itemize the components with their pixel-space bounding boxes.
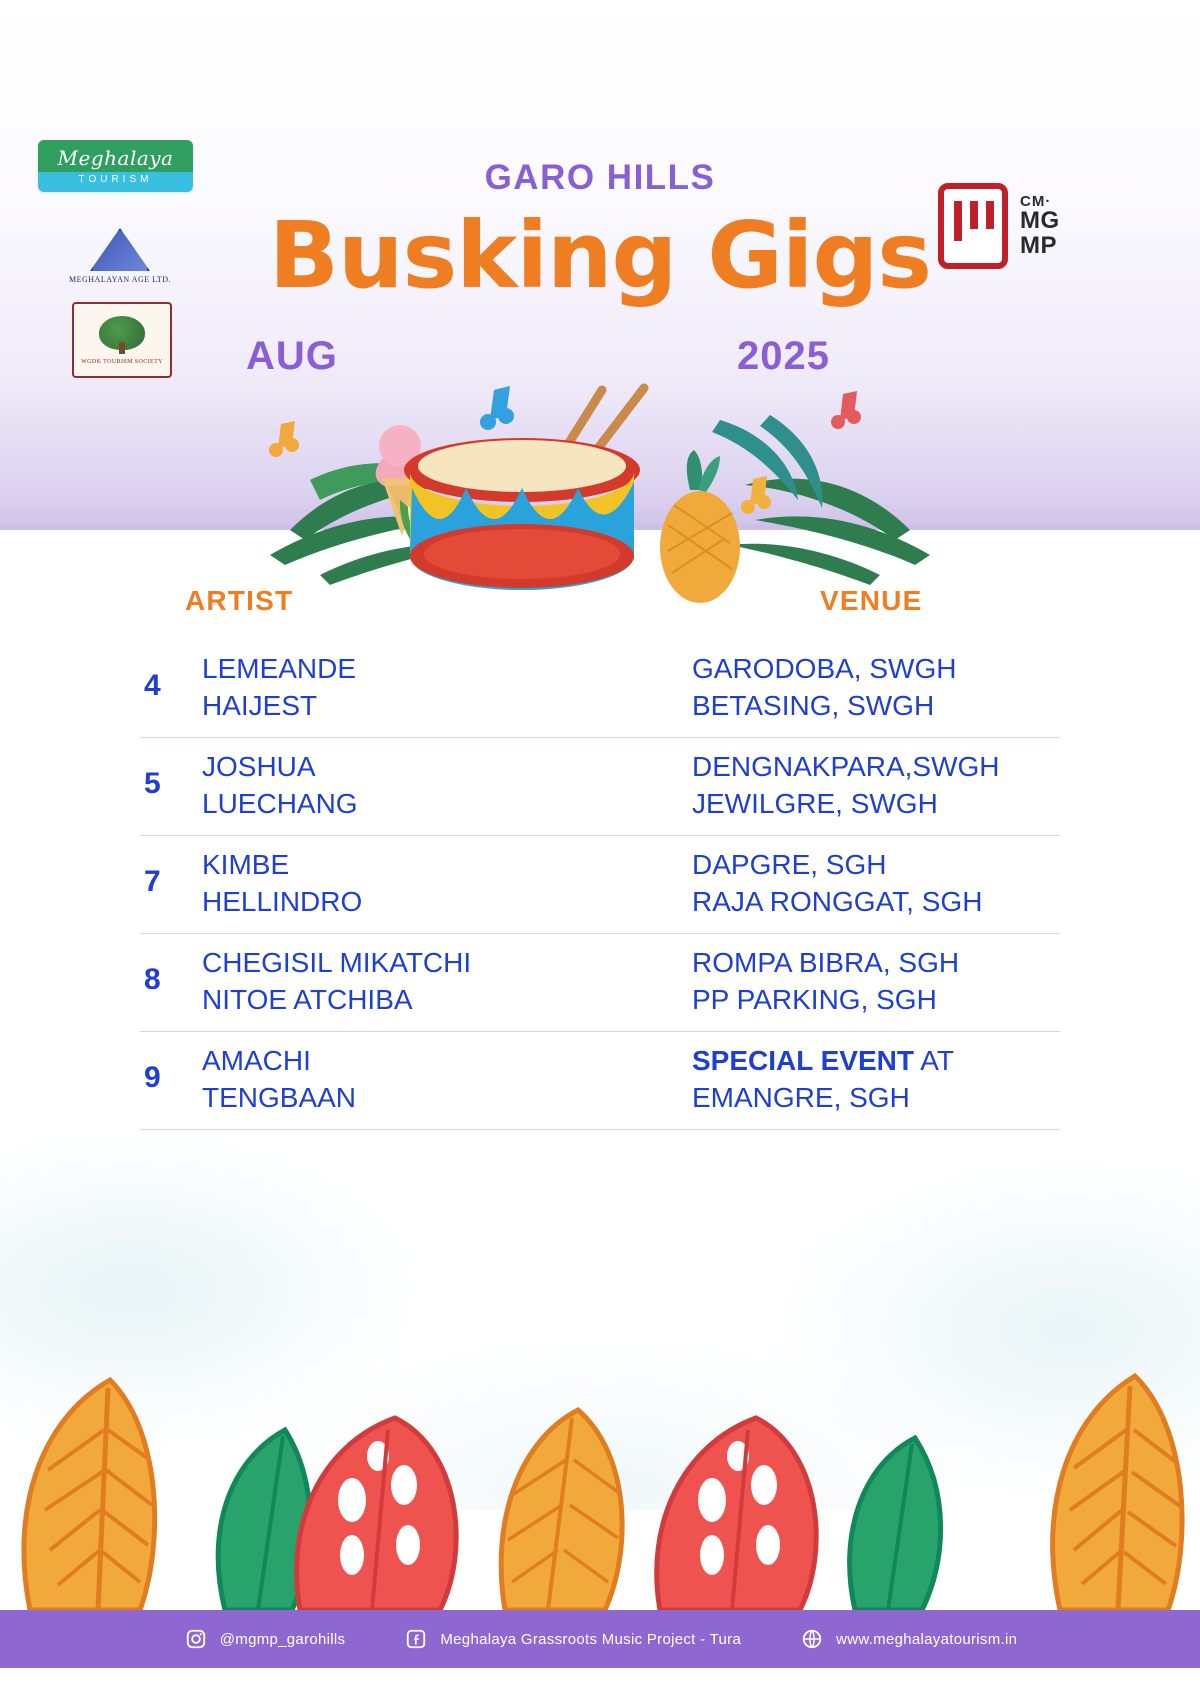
row-artist-line1: AMACHI [202,1044,311,1076]
drum-illustration [250,360,950,610]
row-artist [202,749,692,823]
row-artist-line2: LUECHANG [202,787,358,819]
table-row [140,738,1060,836]
footer-instagram[interactable] [183,1626,346,1652]
page-title: Busking Gigs [268,202,932,309]
meghalayan-age-caption: MEGHALAYAN AGE LTD. [68,275,172,284]
footer-website[interactable] [799,1626,1017,1652]
row-venue [692,1043,1060,1117]
row-venue-line2: BETASING, SWGH [692,689,935,721]
meghalaya-tourism-name: Meghalaya [57,145,174,170]
table-row [140,836,1060,934]
row-artist-line1: CHEGISIL MIKATCHI [202,946,472,978]
tropical-leaves-illustration [0,1310,1200,1610]
row-venue-line2: EMANGRE, SGH [692,1081,910,1113]
row-venue [692,847,1060,921]
footer-website-label: www.meghalayatourism.in [836,1630,1018,1648]
table-row [140,1032,1060,1130]
row-date: 9 [144,1060,161,1094]
row-venue-line2: PP PARKING, SGH [692,983,937,1015]
footer-bar [0,1610,1200,1668]
row-date: 8 [144,962,161,996]
column-header-artist: ARTIST [185,585,294,616]
row-venue [692,749,1060,823]
special-event-badge: SPECIAL EVENT [692,1044,914,1076]
row-artist-line2: NITOE ATCHIBA [202,983,413,1015]
tourism-society-caption: WGDK TOURISM SOCIETY [81,358,163,365]
row-artist-line2: HELLINDRO [202,885,363,917]
instagram-icon [183,1626,209,1652]
row-venue-line1: DENGNAKPARA,SWGH [692,750,1000,782]
row-venue-line2: JEWILGRE, SWGH [692,787,938,819]
row-venue-line1: ROMPA BIBRA, SGH [692,946,960,978]
tourism-society-logo [72,302,172,378]
row-artist [202,1043,692,1117]
row-venue-line1: DAPGRE, SGH [692,848,887,880]
row-venue-line1: GARODOBA, SWGH [692,653,957,684]
month-label: AUG [246,334,338,378]
footer-instagram-label: @mgmp_garohills [219,1630,346,1648]
row-artist-line1: JOSHUA [202,750,316,782]
column-header-venue: VENUE [820,585,923,616]
row-venue-line2: RAJA RONGGAT, SGH [692,885,983,917]
footer-facebook[interactable] [403,1626,741,1652]
cm-mgmp-prefix: CM· [1020,192,1052,210]
row-artist-line1: LEMEANDE [202,653,357,684]
tree-icon [99,316,145,350]
table-row [140,934,1060,1032]
region-title: GARO HILLS [484,158,716,197]
row-artist [202,847,692,921]
row-artist-line1: KIMBE [202,848,290,880]
footer-bottom-strip [0,1668,1200,1698]
row-artist [202,651,692,725]
row-artist-line2: TENGBAAN [202,1081,357,1113]
cm-mgmp-line2: MP [1020,231,1057,259]
year-label: 2025 [737,334,830,378]
meghalaya-tourism-sub: TOURISM [78,173,153,185]
row-venue-line1: AT [913,1044,954,1076]
row-venue [692,651,1060,725]
row-date: 5 [144,766,161,800]
row-venue [692,945,1060,1019]
facebook-icon [403,1626,429,1652]
footer-facebook-label: Meghalaya Grassroots Music Project - Tura [440,1630,742,1648]
schedule-table [140,640,1060,1130]
row-date: 4 [144,669,161,702]
globe-icon [799,1626,825,1652]
row-venue-line1-wrap [692,1043,1060,1080]
row-artist [202,945,692,1019]
row-date: 7 [144,864,161,898]
cm-mgmp-line1: MG [1020,207,1060,235]
table-row [140,640,1060,738]
row-artist-line2: HAIJEST [202,689,318,721]
